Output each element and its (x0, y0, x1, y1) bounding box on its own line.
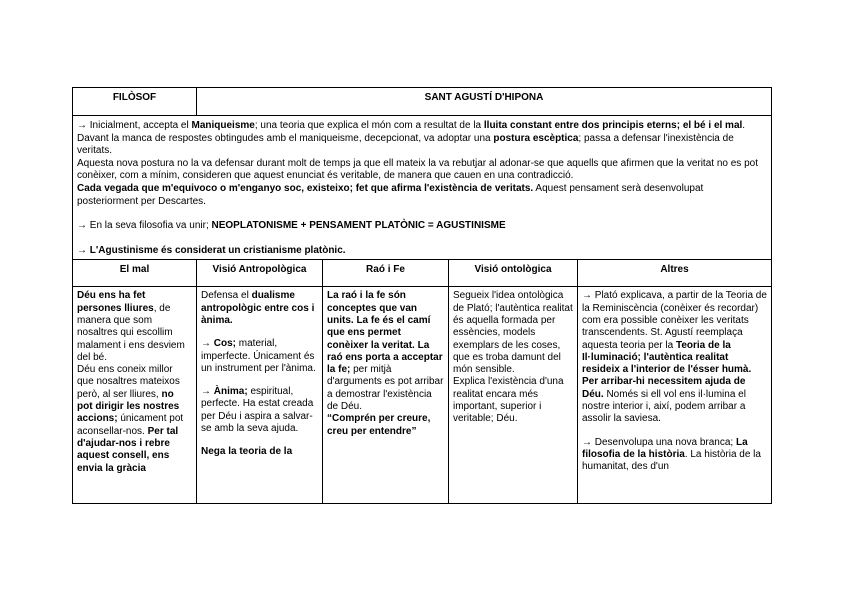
cell-ontologica: Segueix l'idea ontològica de Plató; l'autèntica realitat és aquella formada per essències, models exemplars de les coses, que es troba damunt del món sensible. Explica l'existència d'una realitat encara més important, superior i veritable; Déu. (449, 287, 578, 504)
column-header-ontologica: Visió ontològica (449, 260, 578, 287)
cell-rao-fe: La raó i la fe són conceptes que van units. La fe és el camí que ens permet conèixer la veritat. La raó ens porta a acceptar la fe; per mitjà d'arguments es pot arribar a demostrar l'existència de Déu. “Comprén per creure, creu per entendre” (323, 287, 449, 504)
philosopher-name: SANT AGUSTÍ D'HIPONA (197, 88, 772, 116)
intro-paragraph-2: Davant la manca de respostes obtingudes amb el maniqueisme, decepcionat, va adoptar una postura escèptica; passa a defensar l'inexistència de veritats. (77, 132, 734, 157)
header-row (73, 88, 772, 116)
cell-altres: → Plató explicava, a partir de la Teoria de la Reminiscència (conèixer és recordar) com era possible conèixer les veritats transcendents. St. Agustí reemplaça aquesta teoria per la Teoria de la Il·luminació; l'autèntica realitat resideix a l'interior de l'ésser humà. Per arribar-hi necessitem ajuda de Déu. Només si ell vol ens il·lumina el nostre interior i, així, podem arribar a assolir la saviesa. → Desenvolupa una nova branca; La filosofia de la història. La història de la humanitat, des d'un (578, 287, 772, 504)
column-header-altres: Altres (578, 260, 772, 287)
intro-row (73, 116, 772, 260)
summary-table (72, 87, 772, 504)
column-header-mal: El mal (73, 260, 197, 287)
intro-paragraph-4: Cada vegada que m'equivoco o m'enganyo soc, existeixo; fet que afirma l'existència de veritats. Aquest pensament serà desenvolupat posteriorment per Descartes. (77, 182, 704, 207)
column-header-rao-fe: Raó i Fe (323, 260, 449, 287)
intro-cell (73, 116, 772, 260)
intro-paragraph-1: → Inicialment, accepta el Maniqueisme; una teoria que explica el món com a resultat de la lluita constant entre dos principis eterns; el bé i el mal. (77, 120, 746, 131)
intro-paragraph-6: → L'Agustinisme és considerat un cristianisme platònic. (77, 244, 346, 256)
column-header-antropologica: Visió Antropològica (197, 260, 323, 287)
intro-paragraph-3: Aquesta nova postura no la va defensar durant molt de temps ja que ell mateix la va rebutjar al adonar-se que aquells que afirmen que la veritat no es pot conèixer, com a mínim, consideren que aquest enunciat és veritable, de manera que cauen en una contradicció. (77, 157, 758, 182)
cell-antropologica: Defensa el dualisme antropològic entre cos i ànima. → Cos; material, imperfecte. Únicament és un instrument per l'ànima. → Ànima; espiritual, perfecte. Ha estat creada per Déu i aspira a salvar-se amb la seva ajuda. Nega la teoria de la (197, 287, 323, 504)
philosopher-label: FILÒSOF (73, 88, 197, 116)
column-header-row (73, 260, 772, 287)
cell-mal: Déu ens ha fet persones lliures, de manera que som nosaltres qui escollim malament i ens desviem del bé. Déu ens coneix millor que nosaltres mateixos però, al ser lliures, no pot dirigir les nostres accions; únicament pot aconsellar-nos. Per tal d'ajudar-nos i rebre aquest consell, ens envia la gràcia (73, 287, 197, 504)
document-page (72, 87, 771, 504)
intro-paragraph-5: → En la seva filosofia va unir; NEOPLATONISME + PENSAMENT PLATÒNIC = AGUSTINISME (77, 220, 506, 232)
content-row (73, 287, 772, 504)
